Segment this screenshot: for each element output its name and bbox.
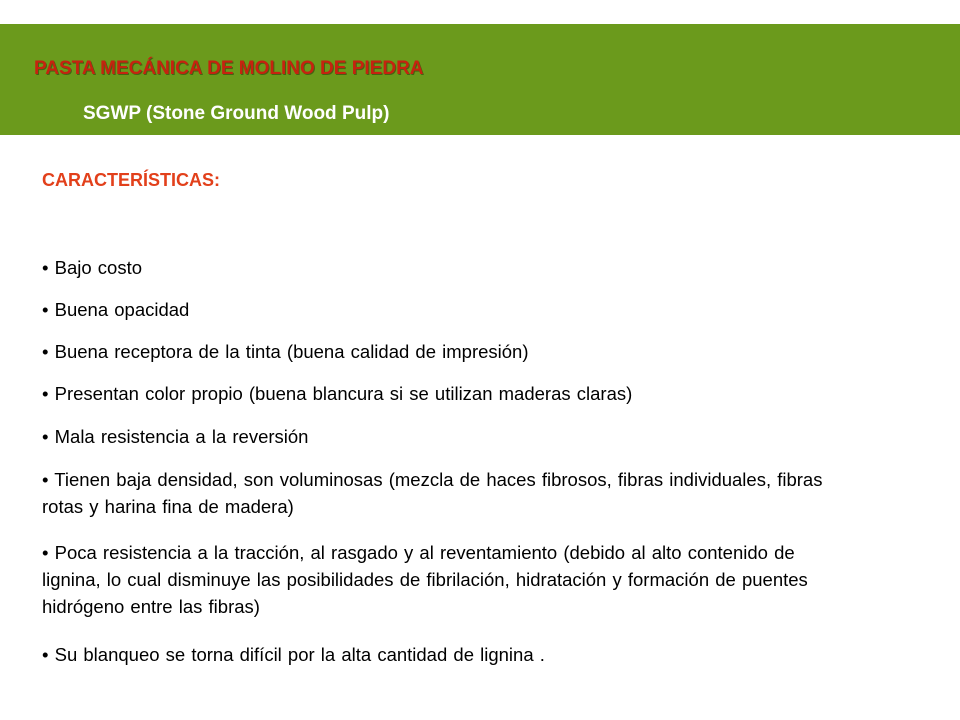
section-heading: CARACTERÍSTICAS: xyxy=(42,170,220,190)
bullet-item: • Buena opacidad xyxy=(42,299,190,320)
bullet-item: • Mala resistencia a la reversión xyxy=(42,426,309,447)
bullet-item: • Buena receptora de la tinta (buena calidad de impresión) xyxy=(42,341,529,362)
bullet-item: • Poca resistencia a la tracción, al rasgado y al reventamiento (debido al alto contenido de lignina, lo cual disminuye las posibilidades de fibrilación, hidratación y formación de puentes hidrógeno entre las fibras) xyxy=(42,542,808,617)
bullet-item: • Presentan color propio (buena blancura si se utilizan maderas claras) xyxy=(42,383,633,404)
slide-title: PASTA MECÁNICA DE MOLINO DE PIEDRA xyxy=(34,58,424,79)
bullet-item: • Tienen baja densidad, son voluminosas (mezcla de haces fibrosos, fibras individuales, fibras rotas y harina fina de madera) xyxy=(42,469,823,517)
bullet-item: • Su blanqueo se torna difícil por la alta cantidad de lignina . xyxy=(42,644,545,665)
bullet-item: • Bajo costo xyxy=(42,257,143,278)
slide-subtitle: SGWP (Stone Ground Wood Pulp) xyxy=(83,103,390,124)
